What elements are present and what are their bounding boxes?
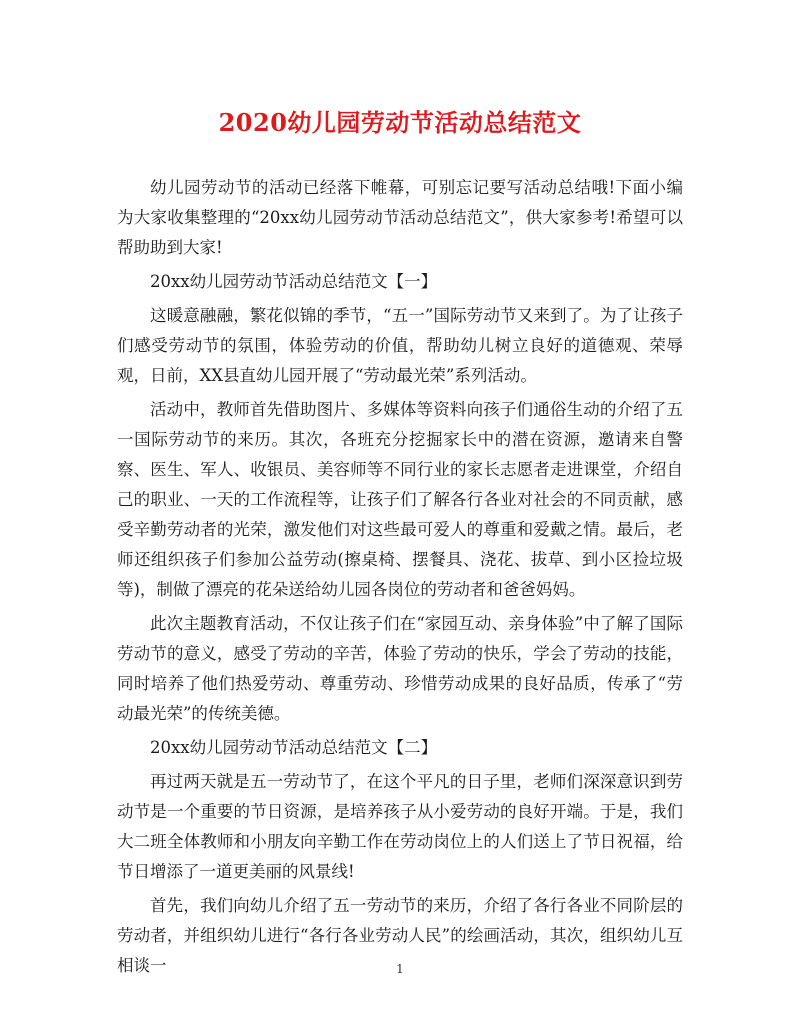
body-paragraph: 首先，我们向幼儿介绍了五一劳动节的来历，介绍了各行各业不同阶层的劳动者，并组织幼儿进行“各行各业劳动人民”的绘画活动，其次，组织幼儿互相谈一 bbox=[117, 896, 683, 975]
body-paragraph: 此次主题教育活动，不仅让孩子们在“家园互动、亲身体验”中了解了国际劳动节的意义，感受了劳动的辛苦，体验了劳动的快乐，学会了劳动的技能，同时培养了他们热爱劳动、尊重劳动、珍惜劳动成果的良好品质，传承了“劳动最光荣”的传统美德。 bbox=[117, 614, 683, 723]
body-paragraph: 再过两天就是五一劳动节了，在这个平凡的日子里，老师们深深意识到劳动节是一个重要的节日资源，是培养孩子从小爱劳动的良好开端。于是，我们大二班全体教师和小朋友向辛勤工作在劳动岗位上的人们送上了节日祝福，给节日增添了一道更美丽的风景线! bbox=[117, 772, 683, 881]
section-heading: 20xx幼儿园劳动节活动总结范文【二】 bbox=[150, 738, 438, 757]
page-number: 1 bbox=[396, 962, 404, 976]
section-heading: 20xx幼儿园劳动节活动总结范文【一】 bbox=[150, 272, 438, 291]
page-title: 2020幼儿园劳动节活动总结范文 bbox=[218, 108, 582, 137]
body-paragraph: 活动中，教师首先借助图片、多媒体等资料向孩子们通俗生动的介绍了五一国际劳动节的来历。其次，各班充分挖掘家长中的潜在资源，邀请来自警察、医生、军人、收银员、美容师等不同行业的家长志愿者走进课堂，介绍自己的职业、一天的工作流程等，让孩子们了解各行各业对社会的不同贡献，感受辛勤劳动者的光荣，激发他们对这些最可爱人的尊重和爱戴之情。最后，老师还组织孩子们参加公益劳动(擦桌椅、摆餐具、浇花、拔草、到小区捡垃圾等)，制做了漂亮的花朵送给幼儿园各岗位的劳动者和爸爸妈妈。 bbox=[117, 400, 683, 599]
document-body bbox=[117, 173, 683, 985]
body-paragraph: 幼儿园劳动节的活动已经落下帷幕，可别忘记要写活动总结哦!下面小编为大家收集整理的“20xx幼儿园劳动节活动总结范文”，供大家参考!希望可以帮助助到大家! bbox=[117, 178, 683, 257]
body-paragraph: 这暖意融融，繁花似锦的季节，“五一”国际劳动节又来到了。为了让孩子们感受劳动节的氛围，体验劳动的价值，帮助幼儿树立良好的道德观、荣辱观，日前，XX县直幼儿园开展了“劳动最光荣”系列活动。 bbox=[117, 306, 683, 385]
